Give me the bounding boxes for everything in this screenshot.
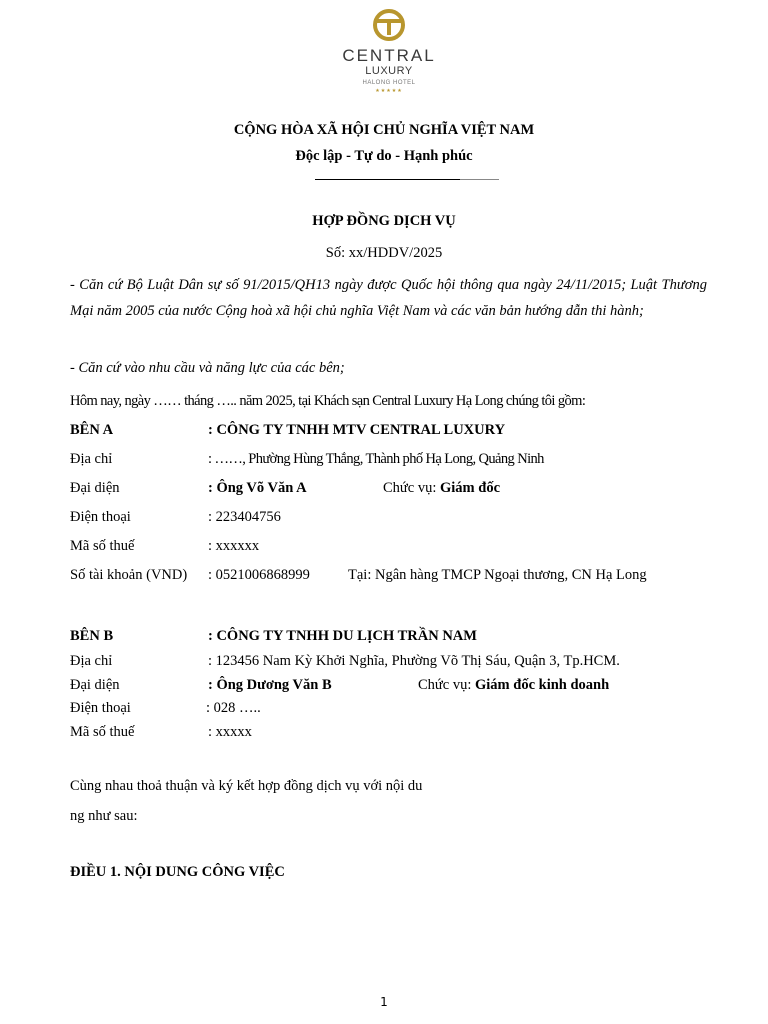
- party-b-rep: : Ông Dương Văn B: [208, 677, 332, 693]
- party-a-address-label: Địa chỉ: [70, 451, 113, 467]
- intro-line: Hôm nay, ngày …… tháng ….. năm 2025, tại Khách sạn Central Luxury Hạ Long chúng tôi gồm:: [70, 393, 586, 409]
- logo-brand-line2: LUXURY: [365, 65, 413, 77]
- nation-heading: CỘNG HÒA XÃ HỘI CHỦ NGHĨA VIỆT NAM: [233, 122, 535, 138]
- party-b-phone-label: Điện thoại: [70, 700, 131, 716]
- article-1-heading: ĐIỀU 1. NỘI DUNG CÔNG VIỆC: [70, 864, 285, 880]
- logo-emblem-icon: [368, 8, 410, 48]
- contract-number: Số: xx/HDDV/2025: [325, 245, 443, 261]
- party-b-label: BÊN B: [70, 628, 114, 644]
- party-a-position: Giám đốc: [440, 480, 501, 496]
- party-a-tax: : xxxxxx: [208, 538, 260, 554]
- logo-stars: ★★★★★: [375, 89, 403, 94]
- party-b-position-label: Chức vụ:: [418, 677, 475, 693]
- party-b-name: : CÔNG TY TNHH DU LỊCH TRẦN NAM: [208, 628, 477, 644]
- contract-title: HỢP ĐỒNG DỊCH VỤ: [312, 213, 456, 229]
- party-b-address-label: Địa chỉ: [70, 653, 113, 669]
- party-a-rep-label: Đại diện: [70, 480, 120, 496]
- party-a-position-row: [383, 480, 500, 497]
- page-number: 1: [380, 995, 388, 1009]
- party-b-position: Giám đốc kinh doanh: [475, 677, 610, 693]
- party-b-phone: : 028 …..: [206, 700, 261, 716]
- agreement-line-1: Cùng nhau thoả thuận và ký kết hợp đồng dịch vụ với nội du: [70, 778, 423, 794]
- legal-basis-2: - Căn cứ vào nhu cầu và năng lực của các bên;: [70, 360, 345, 376]
- header-divider-tail: [460, 179, 499, 180]
- party-a-account: : 0521006868999: [208, 567, 310, 583]
- logo-brand-line1: CENTRAL: [342, 46, 436, 65]
- motto-heading: Độc lập - Tự do - Hạnh phúc: [295, 148, 473, 164]
- party-a-tax-label: Mã số thuế: [70, 538, 135, 554]
- party-b-address: : 123456 Nam Kỳ Khởi Nghĩa, Phường Võ Thị Sáu, Quận 3, Tp.HCM.: [208, 653, 620, 669]
- hotel-logo: [334, 8, 444, 92]
- agreement-line-2: ng như sau:: [70, 808, 138, 824]
- party-b-position-row: [418, 677, 609, 694]
- party-a-rep: : Ông Võ Văn A: [208, 480, 307, 496]
- party-a-bank: Tại: Ngân hàng TMCP Ngoại thương, CN Hạ Long: [348, 567, 647, 583]
- party-b-rep-label: Đại diện: [70, 677, 120, 693]
- legal-basis-1: - Căn cứ Bộ Luật Dân sự số 91/2015/QH13 ngày được Quốc hội thông qua ngày 24/11/2015; Luật Thương Mại năm 2005 của nước Cộng hoà xã hội chủ nghĩa Việt Nam và các văn bản hướng dẫn thi hành;: [70, 277, 707, 319]
- party-b-tax-label: Mã số thuế: [70, 724, 135, 740]
- party-b-tax: : xxxxx: [208, 724, 252, 740]
- party-a-name: : CÔNG TY TNHH MTV CENTRAL LUXURY: [208, 422, 506, 438]
- party-a-phone-label: Điện thoại: [70, 509, 131, 525]
- logo-brand-line3: HALONG HOTEL: [362, 80, 416, 86]
- party-a-account-label: Số tài khoản (VND): [70, 567, 188, 583]
- party-a-position-label: Chức vụ:: [383, 480, 440, 496]
- party-a-address: : ……, Phường Hùng Thắng, Thành phố Hạ Long, Quảng Ninh: [208, 451, 544, 467]
- party-a-label: BÊN A: [70, 422, 114, 438]
- party-a-phone: : 223404756: [208, 509, 281, 525]
